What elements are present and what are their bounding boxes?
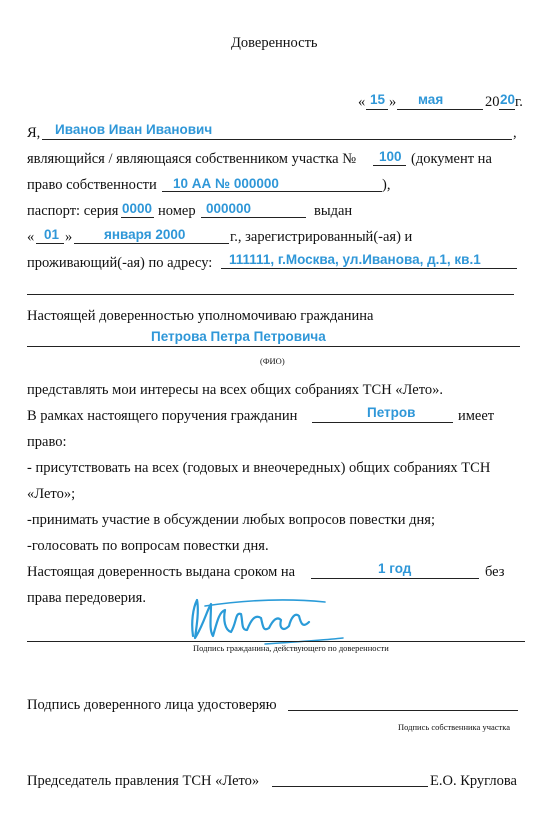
issue-tail: г., зарегистрированный(-ая) и [230, 229, 413, 245]
term-before: Настоящая доверенность выдана сроком на [27, 564, 296, 580]
item1-b: «Лето»; [27, 486, 76, 502]
issue-close-quote: » [65, 229, 73, 245]
scope-before: В рамках настоящего поручения гражданин [27, 408, 298, 424]
passport-issued-label: выдан [314, 203, 353, 219]
address-extra-line [27, 294, 514, 295]
passport-series: 0000 [122, 201, 153, 216]
date-close-quote: » [389, 94, 397, 110]
scope-after: имеет [458, 408, 495, 424]
chairman-name: Е.О. Круглова [430, 773, 517, 789]
scope-name: Петров [367, 405, 416, 420]
signature-line [27, 641, 525, 642]
principal-intro: Я, [27, 125, 41, 141]
principal-name: Иванов Иван Иванович [55, 122, 213, 137]
ownership-doc-label: право собственности [27, 177, 157, 193]
ownership-doc-value: 10 АА № 000000 [173, 176, 279, 191]
document-title: Доверенность [231, 35, 318, 51]
signature-caption: Подпись гражданина, действующего по доверенности [193, 643, 389, 653]
represent-text: представлять мои интересы на всех общих собраниях ТСН «Лето». [27, 382, 443, 398]
date-year-end: г. [515, 94, 523, 110]
ownership-doc-tail: ), [382, 177, 391, 193]
date-day: 15 [370, 92, 386, 107]
address-value: 111111, г.Москва, ул.Иванова, д.1, кв.1 [229, 252, 481, 267]
date-open-quote: « [358, 94, 366, 110]
owner-tail: (документ на [411, 151, 492, 167]
date-month: мая [418, 92, 444, 107]
term-value: 1 год [378, 561, 412, 576]
owner-text: являющийся / являющаяся собственником участка № [27, 151, 357, 167]
item2: -принимать участие в обсуждении любых вопросов повестки дня; [27, 512, 435, 528]
right-text: право: [27, 434, 67, 450]
term-after: без [485, 564, 505, 580]
principal-comma: , [513, 125, 517, 141]
passport-series-label: паспорт: серия [27, 203, 119, 219]
authorize-text: Настоящей доверенностью уполномочиваю гражданина [27, 308, 374, 324]
chairman-text: Председатель правления ТСН «Лето» [27, 773, 260, 789]
passport-number-label: номер [158, 203, 196, 219]
certify-text: Подпись доверенного лица удостоверяю [27, 697, 277, 713]
date-year-suffix: 20 [500, 92, 516, 107]
issue-day: 01 [44, 227, 60, 242]
certify-caption: Подпись собственника участка [398, 722, 511, 732]
address-label: проживающий(-ая) по адресу: [27, 255, 213, 271]
issue-month-year: января 2000 [104, 227, 186, 242]
plot-number: 100 [379, 149, 402, 164]
passport-number: 000000 [206, 201, 252, 216]
no-substitution: права передоверия. [27, 590, 146, 606]
fio-caption: (ФИО) [260, 356, 285, 366]
item1-a: - присутствовать на всех (годовых и внеочередных) общих собраниях ТСН [27, 460, 491, 476]
item3: -голосовать по вопросам повестки дня. [27, 538, 269, 554]
issue-open-quote: « [27, 229, 35, 245]
representative-name: Петрова Петра Петровича [151, 329, 326, 344]
date-year-prefix: 20 [485, 94, 500, 110]
